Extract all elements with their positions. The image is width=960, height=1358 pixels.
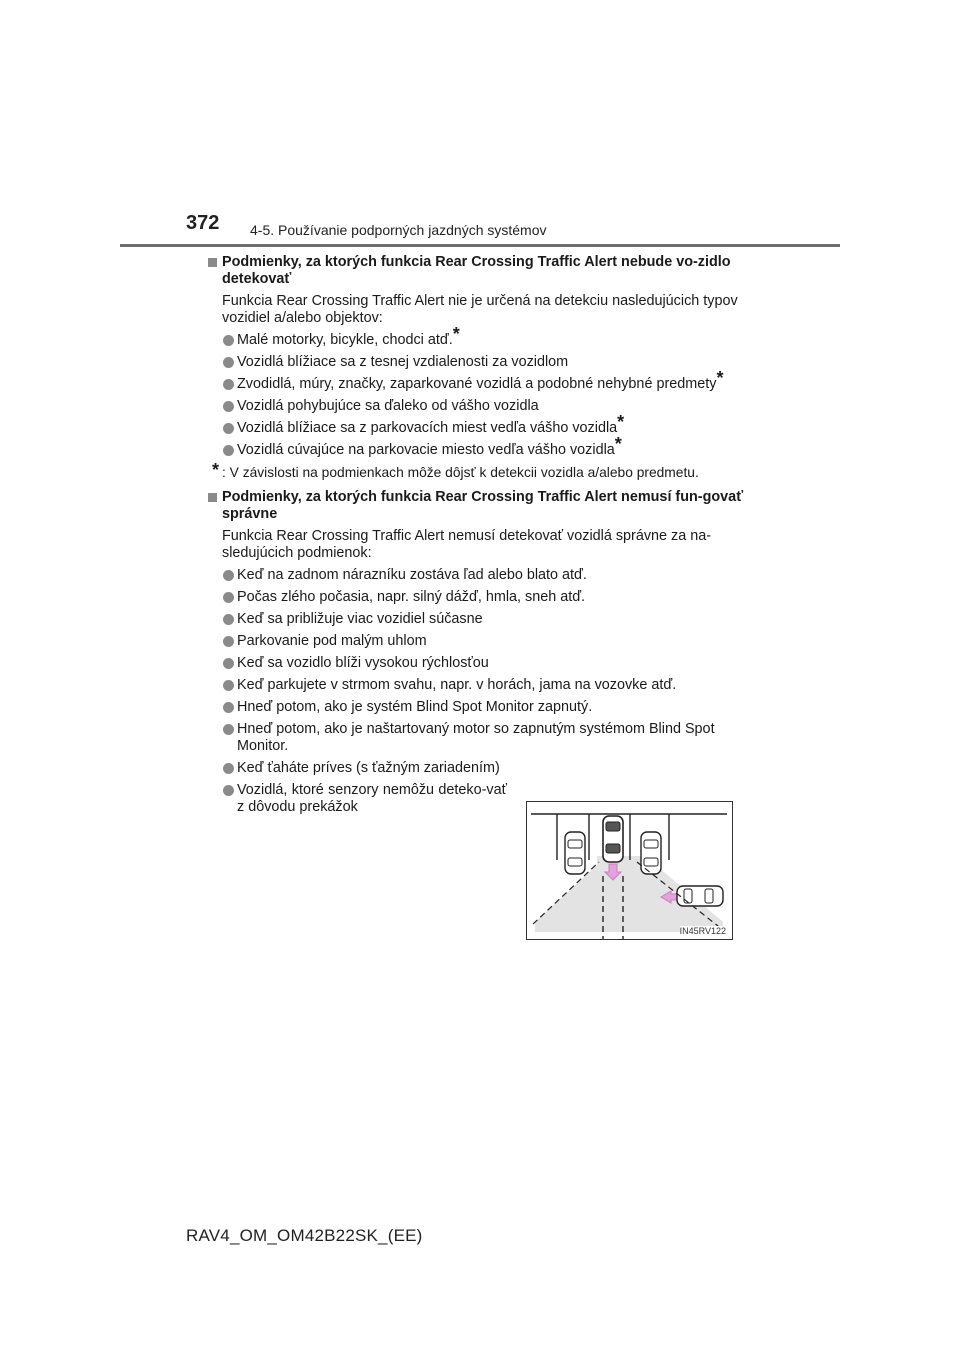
- bullet-dot-icon: [223, 357, 234, 368]
- list-item-text: Vozidlá blížiace sa z parkovacích miest vedľa vášho vozidla: [237, 420, 618, 436]
- section-not-detected: [208, 254, 753, 481]
- bullet-dot-icon: [223, 763, 234, 774]
- section-heading: [208, 254, 753, 288]
- chapter-title: 4-5. Používanie podporných jazdných systémov: [250, 222, 547, 238]
- bullet-list: [208, 324, 753, 459]
- parked-car-right-icon: [641, 832, 661, 874]
- list-item: [208, 567, 753, 584]
- list-item: [208, 611, 753, 628]
- footnote-marker: *: [617, 412, 625, 432]
- bullet-dot-icon: [223, 785, 234, 796]
- bullet-dot-icon: [223, 614, 234, 625]
- list-item: [208, 721, 753, 755]
- parking-diagram: [527, 802, 732, 939]
- approaching-car-icon: [677, 886, 723, 906]
- bullet-dot-icon: [223, 445, 234, 456]
- list-item: [208, 354, 753, 371]
- square-bullet-icon: [208, 258, 217, 267]
- list-item: [208, 589, 753, 606]
- footnote-marker: *: [452, 324, 460, 344]
- list-item-text: Zvodidlá, múry, značky, zaparkované vozidlá a podobné nehybné predmety: [237, 376, 717, 392]
- list-item-text: Malé motorky, bicykle, chodci atď.: [237, 332, 453, 348]
- bullet-dot-icon: [223, 658, 234, 669]
- section-intro: Funkcia Rear Crossing Traffic Alert nemusí detekovať vozidlá správne za na-sledujúcich podmienok:: [222, 528, 712, 561]
- list-item-text: Hneď potom, ako je naštartovaný motor so zapnutým systémom Blind Spot Monitor.: [237, 721, 715, 754]
- list-item: [208, 760, 753, 777]
- content: [208, 254, 753, 816]
- header-rule: [120, 244, 840, 247]
- list-item-text: Keď parkujete v strmom svahu, napr. v horách, jama na vozovke atď.: [237, 677, 677, 693]
- list-item: [208, 412, 753, 437]
- list-item-text: Vozidlá, ktoré senzory nemôžu deteko-vať z dôvodu prekážok: [237, 782, 507, 815]
- list-item-text: Keď ťaháte príves (s ťažným zariadením): [237, 760, 500, 776]
- list-item: [208, 633, 753, 650]
- footnote-marker: *: [716, 368, 724, 388]
- list-item-text: Keď na zadnom nárazníku zostáva ľad alebo blato atď.: [237, 567, 587, 583]
- list-item-text: Keď sa približuje viac vozidiel súčasne: [237, 611, 483, 627]
- list-item-text: Vozidlá blížiace sa z tesnej vzdialenosti za vozidlom: [237, 354, 569, 370]
- figure-code: IN45RV122: [679, 926, 726, 936]
- list-item-text: Parkovanie pod malým uhlom: [237, 633, 427, 649]
- footer-code: RAV4_OM_OM42B22SK_(EE): [186, 1226, 423, 1245]
- own-vehicle-icon: [603, 816, 623, 862]
- section-heading-text: Podmienky, za ktorých funkcia Rear Crossing Traffic Alert nebude vo-zidlo detekovať: [222, 254, 731, 287]
- bullet-dot-icon: [223, 702, 234, 713]
- list-item-text: Vozidlá pohybujúce sa ďaleko od vášho vozidla: [237, 398, 539, 414]
- section-heading: [208, 489, 753, 523]
- list-item: [208, 324, 753, 349]
- footnote-marker: *: [614, 434, 622, 454]
- parking-illustration: [526, 801, 733, 940]
- bullet-dot-icon: [223, 724, 234, 735]
- list-item: [208, 434, 753, 459]
- bullet-dot-icon: [223, 423, 234, 434]
- list-item: [208, 398, 753, 415]
- bullet-dot-icon: [223, 401, 234, 412]
- bullet-dot-icon: [223, 592, 234, 603]
- footnote: * : V závislosti na podmienkach môže dôjsť k detekcii vozidla a/alebo predmetu.: [212, 460, 699, 480]
- list-item: [208, 699, 753, 716]
- parked-car-left-icon: [565, 832, 585, 874]
- bullet-list: [208, 567, 753, 816]
- section-heading-text: Podmienky, za ktorých funkcia Rear Crossing Traffic Alert nemusí fun-govať správne: [222, 489, 744, 522]
- section-intro: Funkcia Rear Crossing Traffic Alert nie je určená na detekciu nasledujúcich typov vozidiel a/alebo objektov:: [222, 293, 738, 326]
- bullet-dot-icon: [223, 335, 234, 346]
- page-number: 372: [186, 212, 220, 234]
- list-item-text: Vozidlá cúvajúce na parkovacie miesto vedľa vášho vozidla: [237, 442, 615, 458]
- square-bullet-icon: [208, 493, 217, 502]
- list-item: [208, 368, 753, 393]
- bullet-dot-icon: [223, 379, 234, 390]
- bullet-dot-icon: [223, 636, 234, 647]
- list-item-text: Počas zlého počasia, napr. silný dážď, hmla, sneh atď.: [237, 589, 586, 605]
- bullet-dot-icon: [223, 570, 234, 581]
- list-item: [208, 655, 753, 672]
- bullet-dot-icon: [223, 680, 234, 691]
- section-may-not-work: [208, 489, 753, 816]
- list-item: [208, 677, 753, 694]
- footnote-text: : V závislosti na podmienkach môže dôjsť k detekcii vozidla a/alebo predmetu.: [222, 465, 699, 480]
- list-item-text: Hneď potom, ako je systém Blind Spot Monitor zapnutý.: [237, 699, 593, 715]
- list-item-text: Keď sa vozidlo blíži vysokou rýchlosťou: [237, 655, 489, 671]
